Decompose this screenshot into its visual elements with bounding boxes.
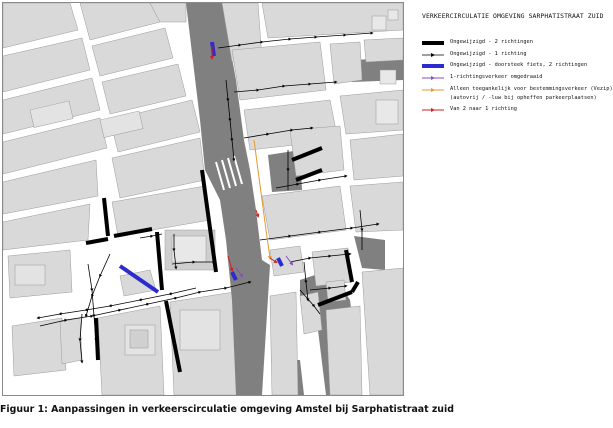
legend-item-two-to-one bbox=[422, 105, 610, 117]
legend-label: 1-richtingsverkeer omgedraaid bbox=[450, 74, 543, 81]
legend bbox=[422, 38, 613, 117]
legend-label: Ongewijzigd - doorsteek fiets, 2 richtingen bbox=[450, 62, 588, 69]
thick-black-line-icon bbox=[422, 38, 444, 48]
legend-label-note: (autovrij / -luw bij opheffen parkeerplaatsen) bbox=[450, 94, 597, 101]
legend-label: Ongewijzigd - 2 richtingen bbox=[450, 39, 533, 45]
legend-item-destination bbox=[422, 85, 613, 94]
legend-item-note bbox=[422, 94, 610, 106]
map-base bbox=[3, 3, 403, 395]
legend-label: Van 2 naar 1 richting bbox=[450, 106, 517, 113]
legend-item-one-way bbox=[422, 50, 610, 62]
legend-label: Alleen toegankelijk voor bestemmingsverkeer (Vezip) bbox=[450, 85, 613, 92]
thick-blue-line-icon bbox=[422, 61, 444, 71]
red-arrow-icon bbox=[422, 105, 444, 115]
legend-title: VERKEERCIRCULATIE OMGEVING SARPHATISTRAAT ZUID bbox=[422, 12, 604, 20]
figure-caption: Figuur 1: Aanpassingen in verkeerscirculatie omgeving Amstel bij Sarphatistraat zuid bbox=[0, 404, 454, 415]
legend-item-reversed bbox=[422, 73, 610, 85]
purple-arrow-icon bbox=[422, 73, 444, 83]
legend-label: Ongewijzigd - 1 richting bbox=[450, 50, 527, 57]
black-arrow-icon bbox=[422, 50, 444, 60]
legend-item-two-way bbox=[422, 38, 610, 50]
legend-item-bike bbox=[422, 61, 610, 73]
